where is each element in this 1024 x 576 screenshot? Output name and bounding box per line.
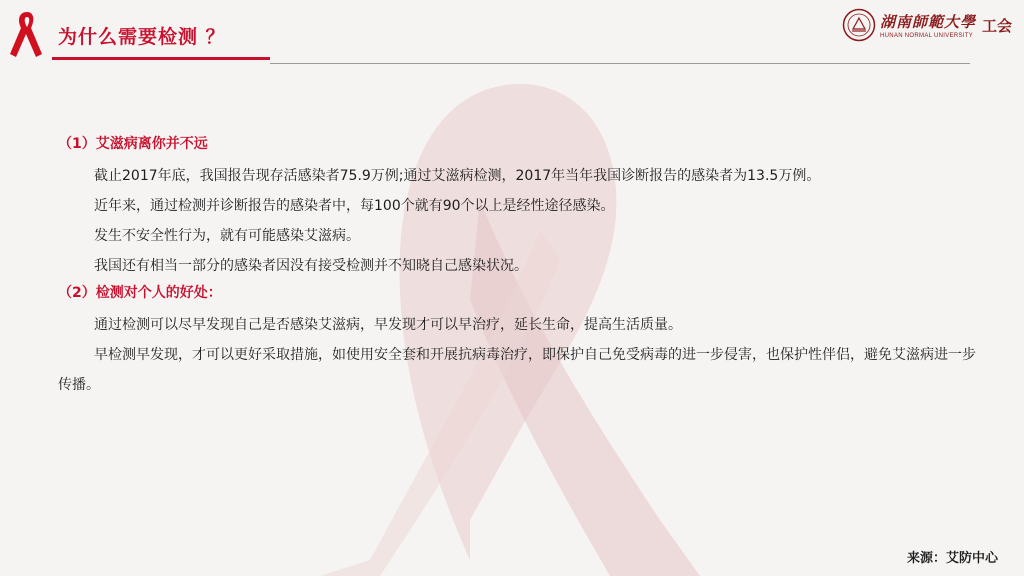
university-name-english: HUNAN NORMAL UNIVERSITY xyxy=(880,33,974,39)
union-label: 工会 xyxy=(982,16,1013,35)
paragraph: 我国还有相当一部分的感染者因没有接受检测并不知晓自己感染状况。 xyxy=(94,258,528,274)
paragraph: 近年来，通过检测并诊断报告的感染者中，每100个就有90个以上是经性途径感染。 xyxy=(94,198,615,214)
section-heading-1: （1）艾滋病离你并不远 xyxy=(58,136,208,152)
red-ribbon-icon xyxy=(6,8,48,60)
title-underline xyxy=(52,57,270,60)
section-heading-2: （2）检测对个人的好处： xyxy=(58,285,222,301)
university-seal-icon xyxy=(842,8,876,42)
header-divider xyxy=(270,63,970,64)
paragraph: 截止2017年底，我国报告现存活感染者75.9万例;通过艾滋病检测，2017年当年我国诊断报告的感染者为13.5万例。 xyxy=(94,168,821,184)
slide-header xyxy=(0,0,1024,70)
slide-content xyxy=(58,132,978,400)
source-note: 来源：艾防中心 xyxy=(906,551,998,566)
university-name: 湖南師範大學 xyxy=(880,13,977,31)
paragraph: 发生不安全性行为，就有可能感染艾滋病。 xyxy=(94,228,360,244)
page-title: 为什么需要检测 ？ xyxy=(58,26,226,48)
paragraph: 通过检测可以尽早发现自己是否感染艾滋病，早发现才可以早治疗，延长生命，提高生活质量。 xyxy=(94,317,682,333)
university-logo xyxy=(842,8,1012,42)
paragraph: 早检测早发现，才可以更好采取措施，如使用安全套和开展抗病毒治疗，即保护自己免受病毒的进一步侵害，也保护性伴侣，避免艾滋病进一步传播。 xyxy=(58,347,976,393)
